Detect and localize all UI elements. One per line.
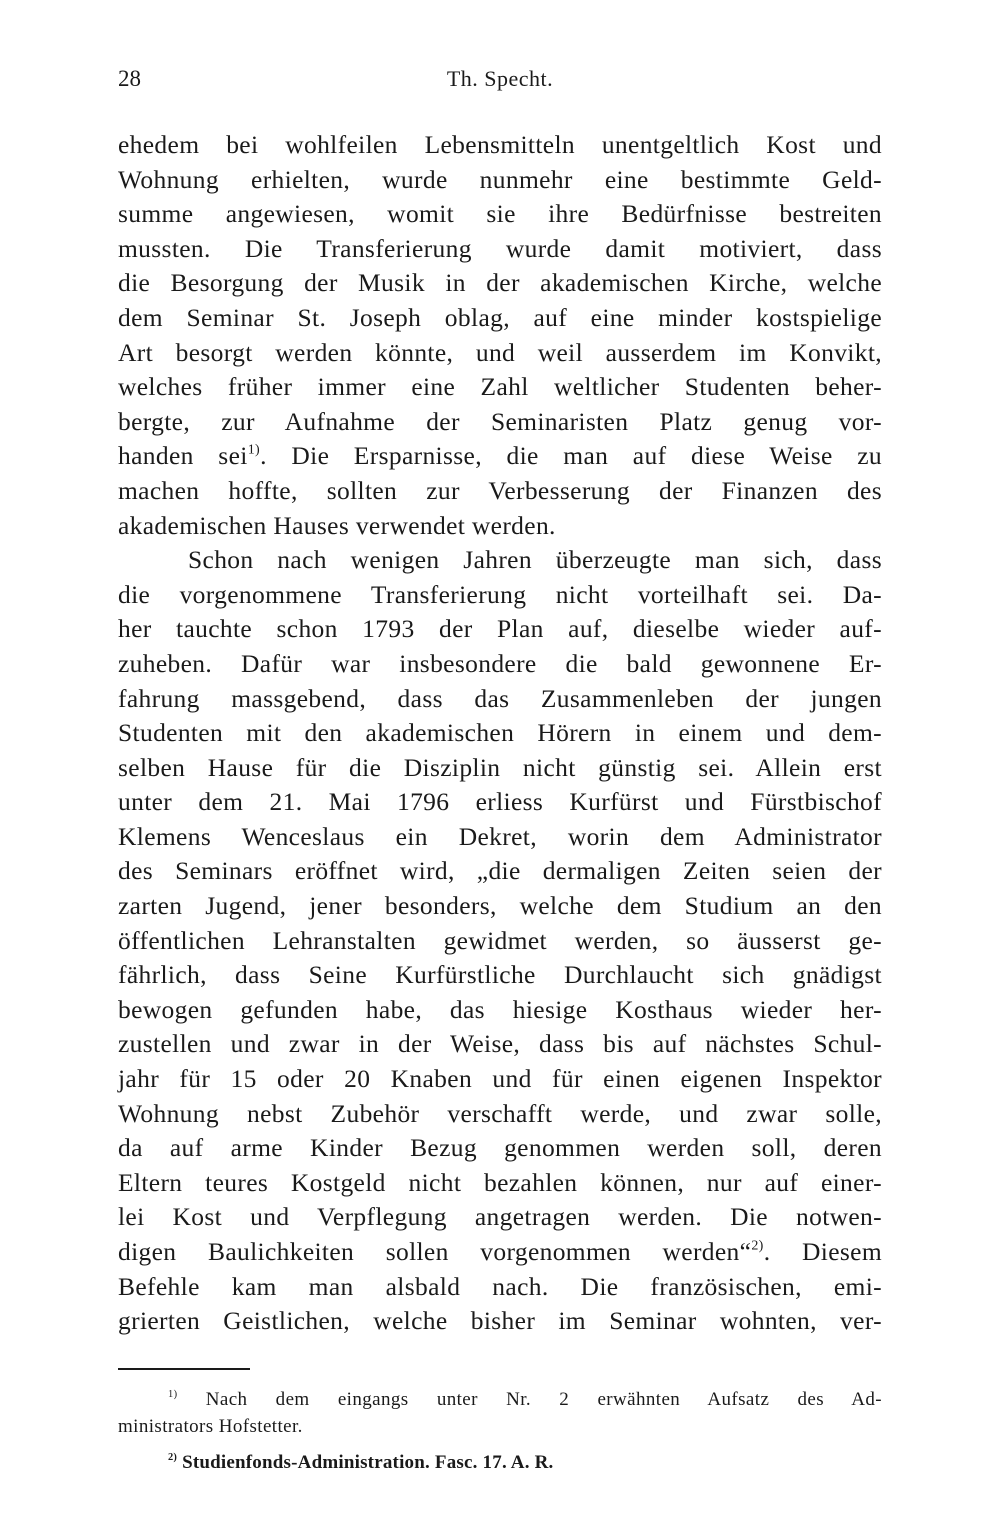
text-line xyxy=(118,578,882,613)
line-text: lei Kost und Verpflegung angetragen werden. Die notwen- xyxy=(118,1202,882,1232)
line-text: Wohnung nebst Zubehör verschafft werde, und zwar solle, xyxy=(118,1098,882,1128)
page-header xyxy=(118,66,882,100)
text-line xyxy=(118,716,882,751)
footnote-2 xyxy=(118,1449,882,1476)
text-line xyxy=(118,163,882,198)
line-text: welches früher immer eine Zahl weltlicher Studenten beher- xyxy=(118,372,882,402)
line-text: her tauchte schon 1793 der Plan auf, dieselbe wieder auf- xyxy=(118,614,882,644)
line-text-continued: . Diesem xyxy=(763,1237,882,1266)
line-text: jahr für 15 oder 20 Knaben und für einen eigenen Inspektor xyxy=(118,1064,882,1094)
line-text: bewogen gefunden habe, das hiesige Kosthaus wieder her- xyxy=(118,994,882,1024)
footnote-reference: 2) xyxy=(751,1238,764,1254)
footnote-reference: 1) xyxy=(247,442,261,458)
text-line xyxy=(118,197,882,232)
text-line xyxy=(118,1304,882,1339)
line-text: dem Seminar St. Joseph oblag, auf eine minder kostspielige xyxy=(118,302,882,332)
line-text: Befehle kam man alsbald nach. Die französischen, emi- xyxy=(118,1271,882,1301)
line-text: Klemens Wenceslaus ein Dekret, worin dem Administrator xyxy=(118,821,882,851)
footnote-text: Nach dem eingangs unter Nr. 2 erwähnten Aufsatz des Ad- xyxy=(205,1389,882,1410)
text-line xyxy=(118,924,882,959)
text-line xyxy=(118,128,882,163)
text-line xyxy=(118,1062,882,1097)
text-line xyxy=(118,1166,882,1201)
line-text: fahrung massgebend, dass das Zusammenleben der jungen xyxy=(118,683,882,713)
line-text: zarten Jugend, jener besonders, welche dem Studium an den xyxy=(118,891,882,921)
text-line xyxy=(118,439,882,474)
text-line xyxy=(118,682,882,717)
text-line xyxy=(118,958,882,993)
text-line xyxy=(118,1027,882,1062)
text-line xyxy=(118,405,882,440)
footnote-marker: 2) xyxy=(168,1452,178,1464)
line-text: mussten. Die Transferierung wurde damit motiviert, dass xyxy=(118,233,882,263)
line-text: fährlich, dass Seine Kurfürstliche Durchlaucht sich gnädigst xyxy=(118,960,882,990)
text-line xyxy=(118,1200,882,1235)
line-text: die vorgenommene Transferierung nicht vorteilhaft sei. Da- xyxy=(118,579,882,609)
running-head: Th. Specht. xyxy=(446,66,554,91)
line-text: die Besorgung der Musik in der akademischen Kirche, welche xyxy=(118,268,882,298)
text-line xyxy=(118,543,882,578)
line-text: Schon nach wenigen Jahren überzeugte man sich, dass xyxy=(188,545,882,575)
text-line xyxy=(118,266,882,301)
text-line xyxy=(118,1131,882,1166)
line-text: öffentlichen Lehranstalten gewidmet werden, so äusserst ge- xyxy=(118,925,882,955)
line-text: unter dem 21. Mai 1796 erliess Kurfürst und Fürstbischof xyxy=(118,787,882,817)
line-text: Studenten mit den akademischen Hörern in einem und dem- xyxy=(118,718,882,748)
line-text: Eltern teures Kostgeld nicht bezahlen können, nur auf einer- xyxy=(118,1167,882,1197)
line-text: Wohnung erhielten, wurde nunmehr eine bestimmte Geld- xyxy=(118,164,882,194)
text-line xyxy=(118,232,882,267)
text-line xyxy=(118,1235,882,1270)
text-line xyxy=(118,301,882,336)
text-line xyxy=(118,336,882,371)
text-line xyxy=(118,647,882,682)
text-line xyxy=(118,612,882,647)
line-text: grierten Geistlichen, welche bisher im Seminar wohnten, ver- xyxy=(118,1306,882,1336)
footnote-text: Studienfonds-Administration. Fasc. 17. A. R. xyxy=(182,1452,554,1473)
text-line xyxy=(118,993,882,1028)
line-text: zuheben. Dafür war insbesondere die bald gewonnene Er- xyxy=(118,648,882,678)
page-number: 28 xyxy=(118,66,141,91)
footnote-1 xyxy=(118,1386,882,1413)
line-text: handen sei xyxy=(118,441,248,471)
text-line xyxy=(118,474,882,509)
line-text-continued: . Die Ersparnisse, die man auf diese Weise zu xyxy=(260,441,882,471)
line-text: zustellen und zwar in der Weise, dass bis auf nächstes Schul- xyxy=(118,1029,882,1059)
text-line xyxy=(118,820,882,855)
line-text: selben Hause für die Disziplin nicht günstig sei. Allein erst xyxy=(118,752,882,782)
text-line xyxy=(118,1097,882,1132)
line-text: da auf arme Kinder Bezug genommen werden soll, deren xyxy=(118,1133,882,1163)
footnotes xyxy=(118,1386,882,1476)
line-text: ehedem bei wohlfeilen Lebensmitteln unentgeltlich Kost und xyxy=(118,130,882,159)
line-text: Art besorgt werden könnte, und weil ausserdem im Konvikt, xyxy=(118,337,882,367)
body-text xyxy=(118,128,882,1339)
footnote-marker: 1) xyxy=(168,1389,178,1401)
text-line xyxy=(118,889,882,924)
text-line xyxy=(118,1270,882,1305)
line-text: summe angewiesen, womit sie ihre Bedürfnisse bestreiten xyxy=(118,199,882,229)
text-line xyxy=(118,509,882,544)
line-text: akademischen Hauses verwendet werden. xyxy=(118,510,556,540)
text-line xyxy=(118,751,882,786)
footnote-rule xyxy=(118,1368,250,1370)
text-line xyxy=(118,854,882,889)
line-text: digen Baulichkeiten sollen vorgenommen werden“ xyxy=(118,1237,752,1266)
line-text: bergte, zur Aufnahme der Seminaristen Platz genug vor- xyxy=(118,406,882,436)
footnote-1-continuation: ministrators Hofstetter. xyxy=(118,1416,303,1437)
text-line xyxy=(118,785,882,820)
line-text: des Seminars eröffnet wird, „die dermaligen Zeiten seien der xyxy=(118,856,882,886)
text-line xyxy=(118,370,882,405)
line-text: machen hoffte, sollten zur Verbesserung der Finanzen des xyxy=(118,475,882,505)
